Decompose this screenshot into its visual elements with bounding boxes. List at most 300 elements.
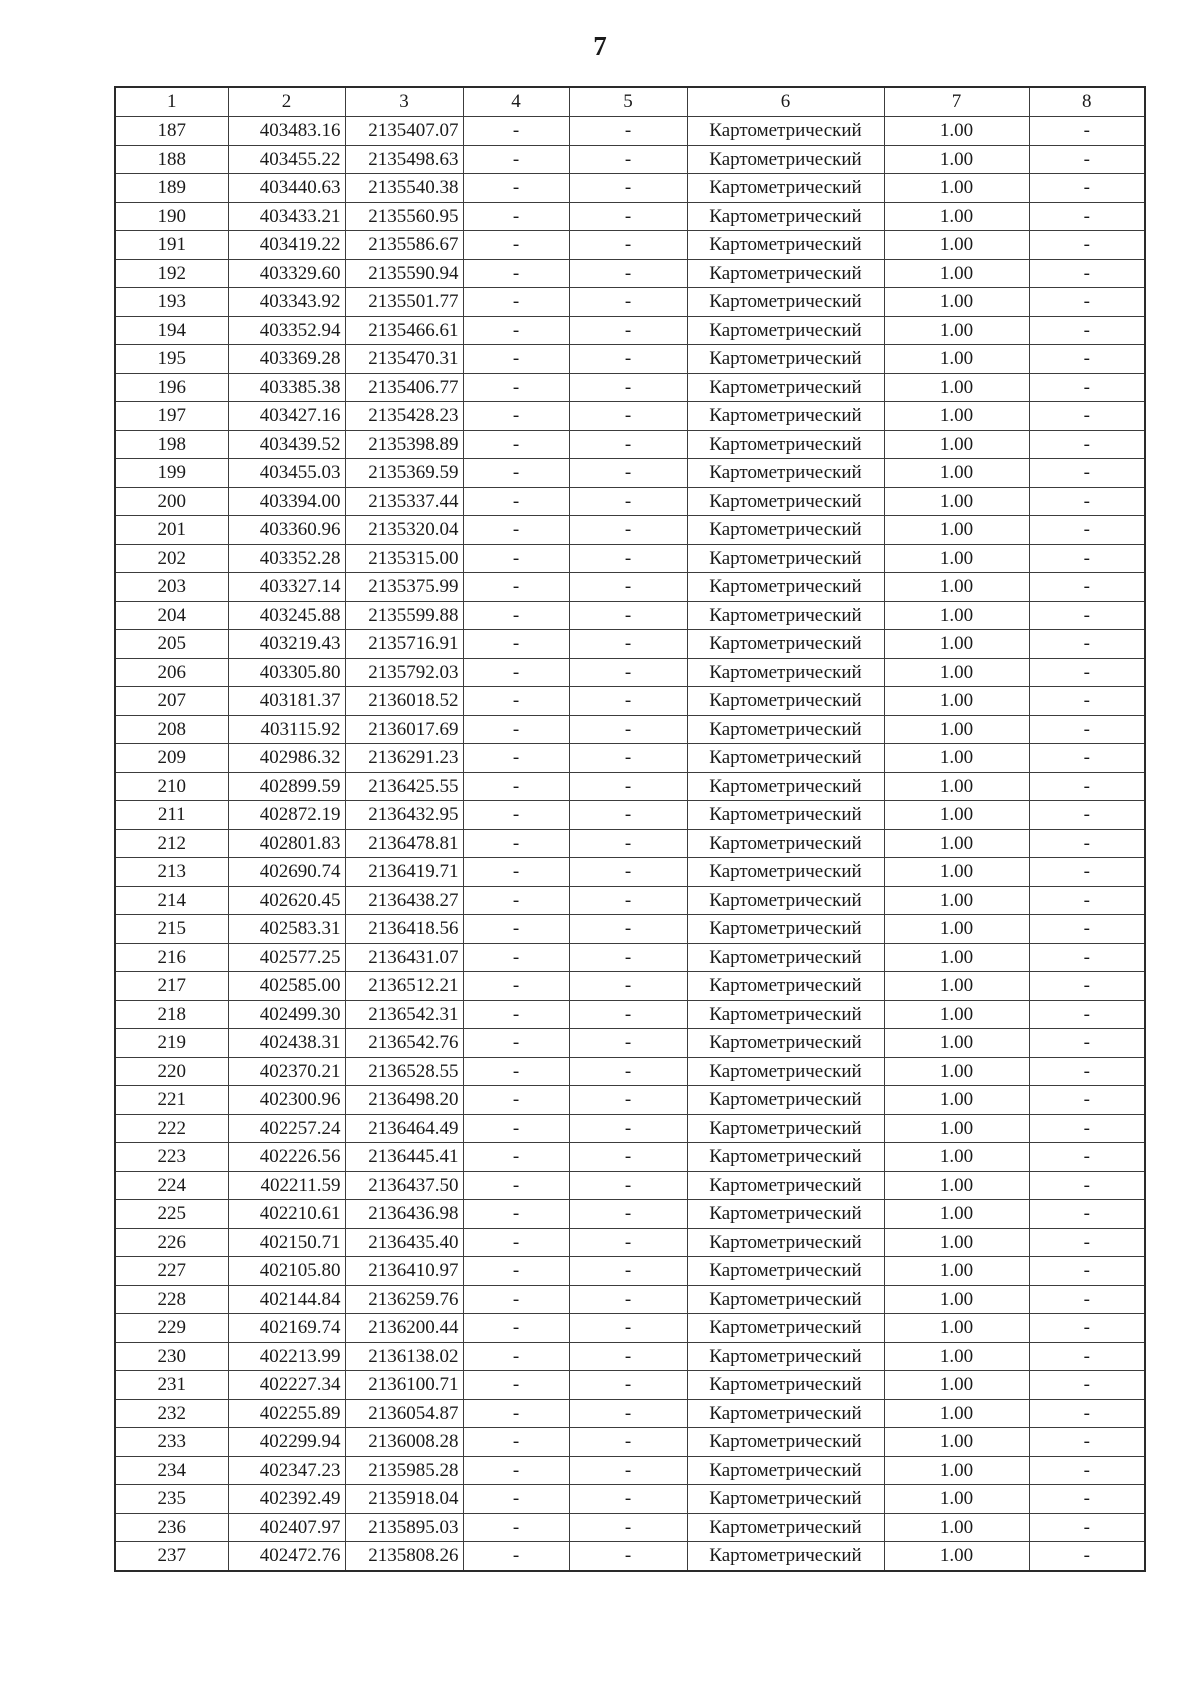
cell-accuracy: 1.00 [884,288,1029,317]
cell-col-8: - [1029,1086,1145,1115]
cell-method: Картометрический [687,1257,884,1286]
cell-accuracy: 1.00 [884,1086,1029,1115]
cell-y-coordinate: 2136100.71 [345,1371,463,1400]
cell-col-4: - [463,1399,569,1428]
cell-point-number: 204 [115,601,228,630]
cell-x-coordinate: 402257.24 [228,1114,345,1143]
cell-col-8: - [1029,972,1145,1001]
cell-method: Картометрический [687,658,884,687]
cell-col-5: - [569,1171,687,1200]
cell-point-number: 222 [115,1114,228,1143]
cell-col-5: - [569,288,687,317]
cell-col-5: - [569,943,687,972]
cell-accuracy: 1.00 [884,174,1029,203]
cell-col-4: - [463,1314,569,1343]
cell-col-8: - [1029,943,1145,972]
cell-point-number: 233 [115,1428,228,1457]
cell-point-number: 231 [115,1371,228,1400]
cell-point-number: 210 [115,772,228,801]
cell-col-8: - [1029,1000,1145,1029]
cell-method: Картометрический [687,1143,884,1172]
cell-col-8: - [1029,1171,1145,1200]
cell-y-coordinate: 2136512.21 [345,972,463,1001]
cell-col-8: - [1029,516,1145,545]
cell-method: Картометрический [687,174,884,203]
cell-col-5: - [569,858,687,887]
cell-point-number: 223 [115,1143,228,1172]
cell-accuracy: 1.00 [884,772,1029,801]
cell-method: Картометрический [687,1057,884,1086]
cell-method: Картометрический [687,145,884,174]
cell-col-5: - [569,202,687,231]
table-row [115,1257,1145,1286]
cell-point-number: 229 [115,1314,228,1343]
cell-col-5: - [569,459,687,488]
cell-method: Картометрический [687,1314,884,1343]
cell-col-5: - [569,687,687,716]
cell-method: Картометрический [687,715,884,744]
cell-accuracy: 1.00 [884,1399,1029,1428]
cell-method: Картометрический [687,459,884,488]
cell-point-number: 228 [115,1285,228,1314]
cell-y-coordinate: 2136425.55 [345,772,463,801]
cell-x-coordinate: 402370.21 [228,1057,345,1086]
cell-col-5: - [569,1285,687,1314]
cell-col-8: - [1029,117,1145,146]
cell-col-5: - [569,744,687,773]
cell-accuracy: 1.00 [884,972,1029,1001]
cell-y-coordinate: 2135466.61 [345,316,463,345]
cell-accuracy: 1.00 [884,402,1029,431]
cell-col-8: - [1029,1057,1145,1086]
cell-col-5: - [569,1542,687,1571]
cell-point-number: 219 [115,1029,228,1058]
cell-col-8: - [1029,801,1145,830]
cell-col-8: - [1029,1200,1145,1229]
header-col-7: 7 [884,87,1029,117]
cell-method: Картометрический [687,772,884,801]
table-row [115,658,1145,687]
table-row [115,1057,1145,1086]
cell-col-4: - [463,544,569,573]
cell-x-coordinate: 403440.63 [228,174,345,203]
cell-col-8: - [1029,658,1145,687]
cell-y-coordinate: 2135375.99 [345,573,463,602]
table-row [115,373,1145,402]
cell-method: Картометрический [687,231,884,260]
cell-col-4: - [463,1143,569,1172]
cell-col-8: - [1029,145,1145,174]
cell-point-number: 189 [115,174,228,203]
cell-x-coordinate: 402438.31 [228,1029,345,1058]
cell-col-8: - [1029,430,1145,459]
cell-col-4: - [463,1114,569,1143]
cell-accuracy: 1.00 [884,316,1029,345]
cell-y-coordinate: 2136138.02 [345,1342,463,1371]
cell-col-5: - [569,886,687,915]
cell-method: Картометрический [687,1200,884,1229]
cell-col-8: - [1029,1428,1145,1457]
cell-y-coordinate: 2136445.41 [345,1143,463,1172]
cell-col-4: - [463,459,569,488]
cell-y-coordinate: 2136419.71 [345,858,463,887]
table-row [115,174,1145,203]
cell-col-4: - [463,1200,569,1229]
header-col-3: 3 [345,87,463,117]
cell-method: Картометрический [687,915,884,944]
cell-accuracy: 1.00 [884,601,1029,630]
cell-col-8: - [1029,231,1145,260]
cell-point-number: 193 [115,288,228,317]
cell-method: Картометрический [687,1456,884,1485]
cell-col-4: - [463,1456,569,1485]
cell-y-coordinate: 2135501.77 [345,288,463,317]
table-row [115,1114,1145,1143]
cell-col-8: - [1029,1228,1145,1257]
cell-col-5: - [569,1371,687,1400]
cell-col-4: - [463,1285,569,1314]
cell-method: Картометрический [687,487,884,516]
cell-accuracy: 1.00 [884,202,1029,231]
cell-col-4: - [463,430,569,459]
table-row [115,516,1145,545]
cell-x-coordinate: 402499.30 [228,1000,345,1029]
table-row [115,1513,1145,1542]
cell-accuracy: 1.00 [884,430,1029,459]
cell-col-5: - [569,1114,687,1143]
cell-accuracy: 1.00 [884,915,1029,944]
cell-col-8: - [1029,202,1145,231]
cell-col-5: - [569,915,687,944]
table-row [115,1542,1145,1571]
cell-col-4: - [463,1029,569,1058]
cell-method: Картометрический [687,316,884,345]
table-row [115,402,1145,431]
cell-col-8: - [1029,1257,1145,1286]
table-row [115,1171,1145,1200]
cell-y-coordinate: 2135540.38 [345,174,463,203]
cell-x-coordinate: 402583.31 [228,915,345,944]
cell-x-coordinate: 402300.96 [228,1086,345,1115]
cell-col-4: - [463,772,569,801]
cell-y-coordinate: 2135320.04 [345,516,463,545]
cell-col-8: - [1029,573,1145,602]
cell-point-number: 230 [115,1342,228,1371]
cell-x-coordinate: 402150.71 [228,1228,345,1257]
cell-y-coordinate: 2135560.95 [345,202,463,231]
cell-point-number: 194 [115,316,228,345]
cell-accuracy: 1.00 [884,1542,1029,1571]
table-row [115,1485,1145,1514]
cell-point-number: 188 [115,145,228,174]
header-col-8: 8 [1029,87,1145,117]
table-row [115,1371,1145,1400]
cell-x-coordinate: 402801.83 [228,829,345,858]
table-row [115,1428,1145,1457]
table-row [115,915,1145,944]
cell-col-8: - [1029,1114,1145,1143]
cell-accuracy: 1.00 [884,145,1029,174]
cell-y-coordinate: 2135498.63 [345,145,463,174]
cell-accuracy: 1.00 [884,1371,1029,1400]
cell-y-coordinate: 2135716.91 [345,630,463,659]
cell-x-coordinate: 403352.28 [228,544,345,573]
cell-y-coordinate: 2135406.77 [345,373,463,402]
table-row [115,345,1145,374]
cell-point-number: 217 [115,972,228,1001]
cell-col-5: - [569,1485,687,1514]
header-col-2: 2 [228,87,345,117]
cell-accuracy: 1.00 [884,1200,1029,1229]
cell-col-8: - [1029,316,1145,345]
cell-y-coordinate: 2136464.49 [345,1114,463,1143]
cell-accuracy: 1.00 [884,1428,1029,1457]
cell-y-coordinate: 2136410.97 [345,1257,463,1286]
cell-y-coordinate: 2136542.76 [345,1029,463,1058]
cell-col-5: - [569,430,687,459]
cell-col-4: - [463,402,569,431]
cell-y-coordinate: 2136008.28 [345,1428,463,1457]
cell-point-number: 232 [115,1399,228,1428]
cell-y-coordinate: 2135985.28 [345,1456,463,1485]
cell-x-coordinate: 402211.59 [228,1171,345,1200]
cell-accuracy: 1.00 [884,1228,1029,1257]
table-row [115,145,1145,174]
cell-accuracy: 1.00 [884,1456,1029,1485]
table-header [115,87,1145,117]
cell-method: Картометрический [687,373,884,402]
cell-accuracy: 1.00 [884,1114,1029,1143]
cell-x-coordinate: 403115.92 [228,715,345,744]
cell-x-coordinate: 403394.00 [228,487,345,516]
cell-col-5: - [569,1257,687,1286]
cell-point-number: 199 [115,459,228,488]
cell-accuracy: 1.00 [884,801,1029,830]
cell-x-coordinate: 402585.00 [228,972,345,1001]
cell-x-coordinate: 402226.56 [228,1143,345,1172]
cell-col-4: - [463,373,569,402]
cell-accuracy: 1.00 [884,117,1029,146]
cell-col-5: - [569,316,687,345]
table-row [115,117,1145,146]
cell-col-8: - [1029,1314,1145,1343]
cell-point-number: 221 [115,1086,228,1115]
cell-y-coordinate: 2135315.00 [345,544,463,573]
cell-col-8: - [1029,288,1145,317]
cell-x-coordinate: 403419.22 [228,231,345,260]
cell-method: Картометрический [687,430,884,459]
cell-col-5: - [569,174,687,203]
cell-col-8: - [1029,174,1145,203]
cell-col-4: - [463,744,569,773]
cell-accuracy: 1.00 [884,231,1029,260]
table-row [115,459,1145,488]
cell-y-coordinate: 2136436.98 [345,1200,463,1229]
cell-accuracy: 1.00 [884,345,1029,374]
cell-y-coordinate: 2135407.07 [345,117,463,146]
cell-method: Картометрический [687,1428,884,1457]
cell-method: Картометрический [687,801,884,830]
cell-col-8: - [1029,915,1145,944]
cell-col-4: - [463,487,569,516]
cell-col-4: - [463,1428,569,1457]
cell-y-coordinate: 2136432.95 [345,801,463,830]
cell-col-4: - [463,801,569,830]
header-col-4: 4 [463,87,569,117]
header-col-5: 5 [569,87,687,117]
cell-method: Картометрический [687,1542,884,1571]
cell-accuracy: 1.00 [884,1143,1029,1172]
cell-col-4: - [463,658,569,687]
table-row [115,630,1145,659]
cell-method: Картометрический [687,1114,884,1143]
cell-accuracy: 1.00 [884,1342,1029,1371]
cell-accuracy: 1.00 [884,687,1029,716]
table-row [115,544,1145,573]
cell-method: Картометрический [687,402,884,431]
cell-x-coordinate: 402210.61 [228,1200,345,1229]
cell-col-8: - [1029,1485,1145,1514]
table-row [115,687,1145,716]
cell-point-number: 236 [115,1513,228,1542]
cell-col-8: - [1029,1371,1145,1400]
table-row [115,744,1145,773]
cell-col-4: - [463,687,569,716]
cell-y-coordinate: 2136017.69 [345,715,463,744]
table-row [115,1086,1145,1115]
cell-point-number: 220 [115,1057,228,1086]
cell-col-5: - [569,1314,687,1343]
cell-y-coordinate: 2136478.81 [345,829,463,858]
cell-y-coordinate: 2135590.94 [345,259,463,288]
cell-y-coordinate: 2135470.31 [345,345,463,374]
cell-method: Картометрический [687,288,884,317]
cell-col-8: - [1029,601,1145,630]
cell-x-coordinate: 403329.60 [228,259,345,288]
cell-x-coordinate: 403455.22 [228,145,345,174]
cell-col-5: - [569,259,687,288]
cell-point-number: 224 [115,1171,228,1200]
cell-point-number: 237 [115,1542,228,1571]
cell-accuracy: 1.00 [884,858,1029,887]
cell-col-8: - [1029,886,1145,915]
cell-point-number: 190 [115,202,228,231]
cell-method: Картометрический [687,1000,884,1029]
cell-point-number: 203 [115,573,228,602]
cell-point-number: 225 [115,1200,228,1229]
cell-y-coordinate: 2135586.67 [345,231,463,260]
cell-y-coordinate: 2135792.03 [345,658,463,687]
cell-x-coordinate: 403360.96 [228,516,345,545]
cell-accuracy: 1.00 [884,1257,1029,1286]
cell-method: Картометрический [687,345,884,374]
table-row [115,801,1145,830]
cell-accuracy: 1.00 [884,573,1029,602]
cell-point-number: 192 [115,259,228,288]
cell-point-number: 205 [115,630,228,659]
cell-point-number: 198 [115,430,228,459]
cell-col-5: - [569,145,687,174]
table-row [115,1143,1145,1172]
cell-col-4: - [463,1513,569,1542]
cell-col-8: - [1029,858,1145,887]
table-row [115,1228,1145,1257]
cell-y-coordinate: 2135398.89 [345,430,463,459]
cell-point-number: 197 [115,402,228,431]
cell-method: Картометрический [687,1285,884,1314]
table-row [115,1200,1145,1229]
cell-col-8: - [1029,259,1145,288]
cell-col-4: - [463,516,569,545]
table-row [115,829,1145,858]
cell-col-5: - [569,516,687,545]
cell-point-number: 212 [115,829,228,858]
cell-col-4: - [463,573,569,602]
cell-col-5: - [569,658,687,687]
cell-method: Картометрический [687,886,884,915]
cell-col-4: - [463,829,569,858]
cell-y-coordinate: 2135895.03 [345,1513,463,1542]
cell-x-coordinate: 403483.16 [228,117,345,146]
cell-col-4: - [463,1257,569,1286]
cell-x-coordinate: 402899.59 [228,772,345,801]
cell-point-number: 227 [115,1257,228,1286]
table-row [115,886,1145,915]
cell-col-5: - [569,544,687,573]
cell-col-4: - [463,259,569,288]
cell-col-4: - [463,630,569,659]
cell-method: Картометрический [687,1371,884,1400]
cell-method: Картометрический [687,601,884,630]
cell-accuracy: 1.00 [884,1057,1029,1086]
table-row [115,601,1145,630]
table-row [115,573,1145,602]
cell-col-8: - [1029,487,1145,516]
cell-x-coordinate: 402620.45 [228,886,345,915]
cell-accuracy: 1.00 [884,1314,1029,1343]
cell-col-4: - [463,972,569,1001]
table-row [115,1399,1145,1428]
cell-x-coordinate: 403369.28 [228,345,345,374]
cell-x-coordinate: 402407.97 [228,1513,345,1542]
cell-col-4: - [463,1057,569,1086]
cell-col-8: - [1029,1342,1145,1371]
table-row [115,1456,1145,1485]
table-row [115,1029,1145,1058]
cell-y-coordinate: 2136435.40 [345,1228,463,1257]
cell-accuracy: 1.00 [884,1000,1029,1029]
cell-y-coordinate: 2135918.04 [345,1485,463,1514]
cell-point-number: 234 [115,1456,228,1485]
header-row [115,87,1145,117]
cell-point-number: 206 [115,658,228,687]
cell-x-coordinate: 403327.14 [228,573,345,602]
table-row [115,715,1145,744]
cell-x-coordinate: 402690.74 [228,858,345,887]
cell-col-8: - [1029,630,1145,659]
cell-point-number: 201 [115,516,228,545]
cell-y-coordinate: 2136431.07 [345,943,463,972]
cell-point-number: 235 [115,1485,228,1514]
cell-point-number: 215 [115,915,228,944]
cell-col-5: - [569,972,687,1001]
cell-col-5: - [569,601,687,630]
table-row [115,288,1145,317]
cell-accuracy: 1.00 [884,1485,1029,1514]
cell-col-4: - [463,1542,569,1571]
cell-accuracy: 1.00 [884,259,1029,288]
cell-col-5: - [569,402,687,431]
